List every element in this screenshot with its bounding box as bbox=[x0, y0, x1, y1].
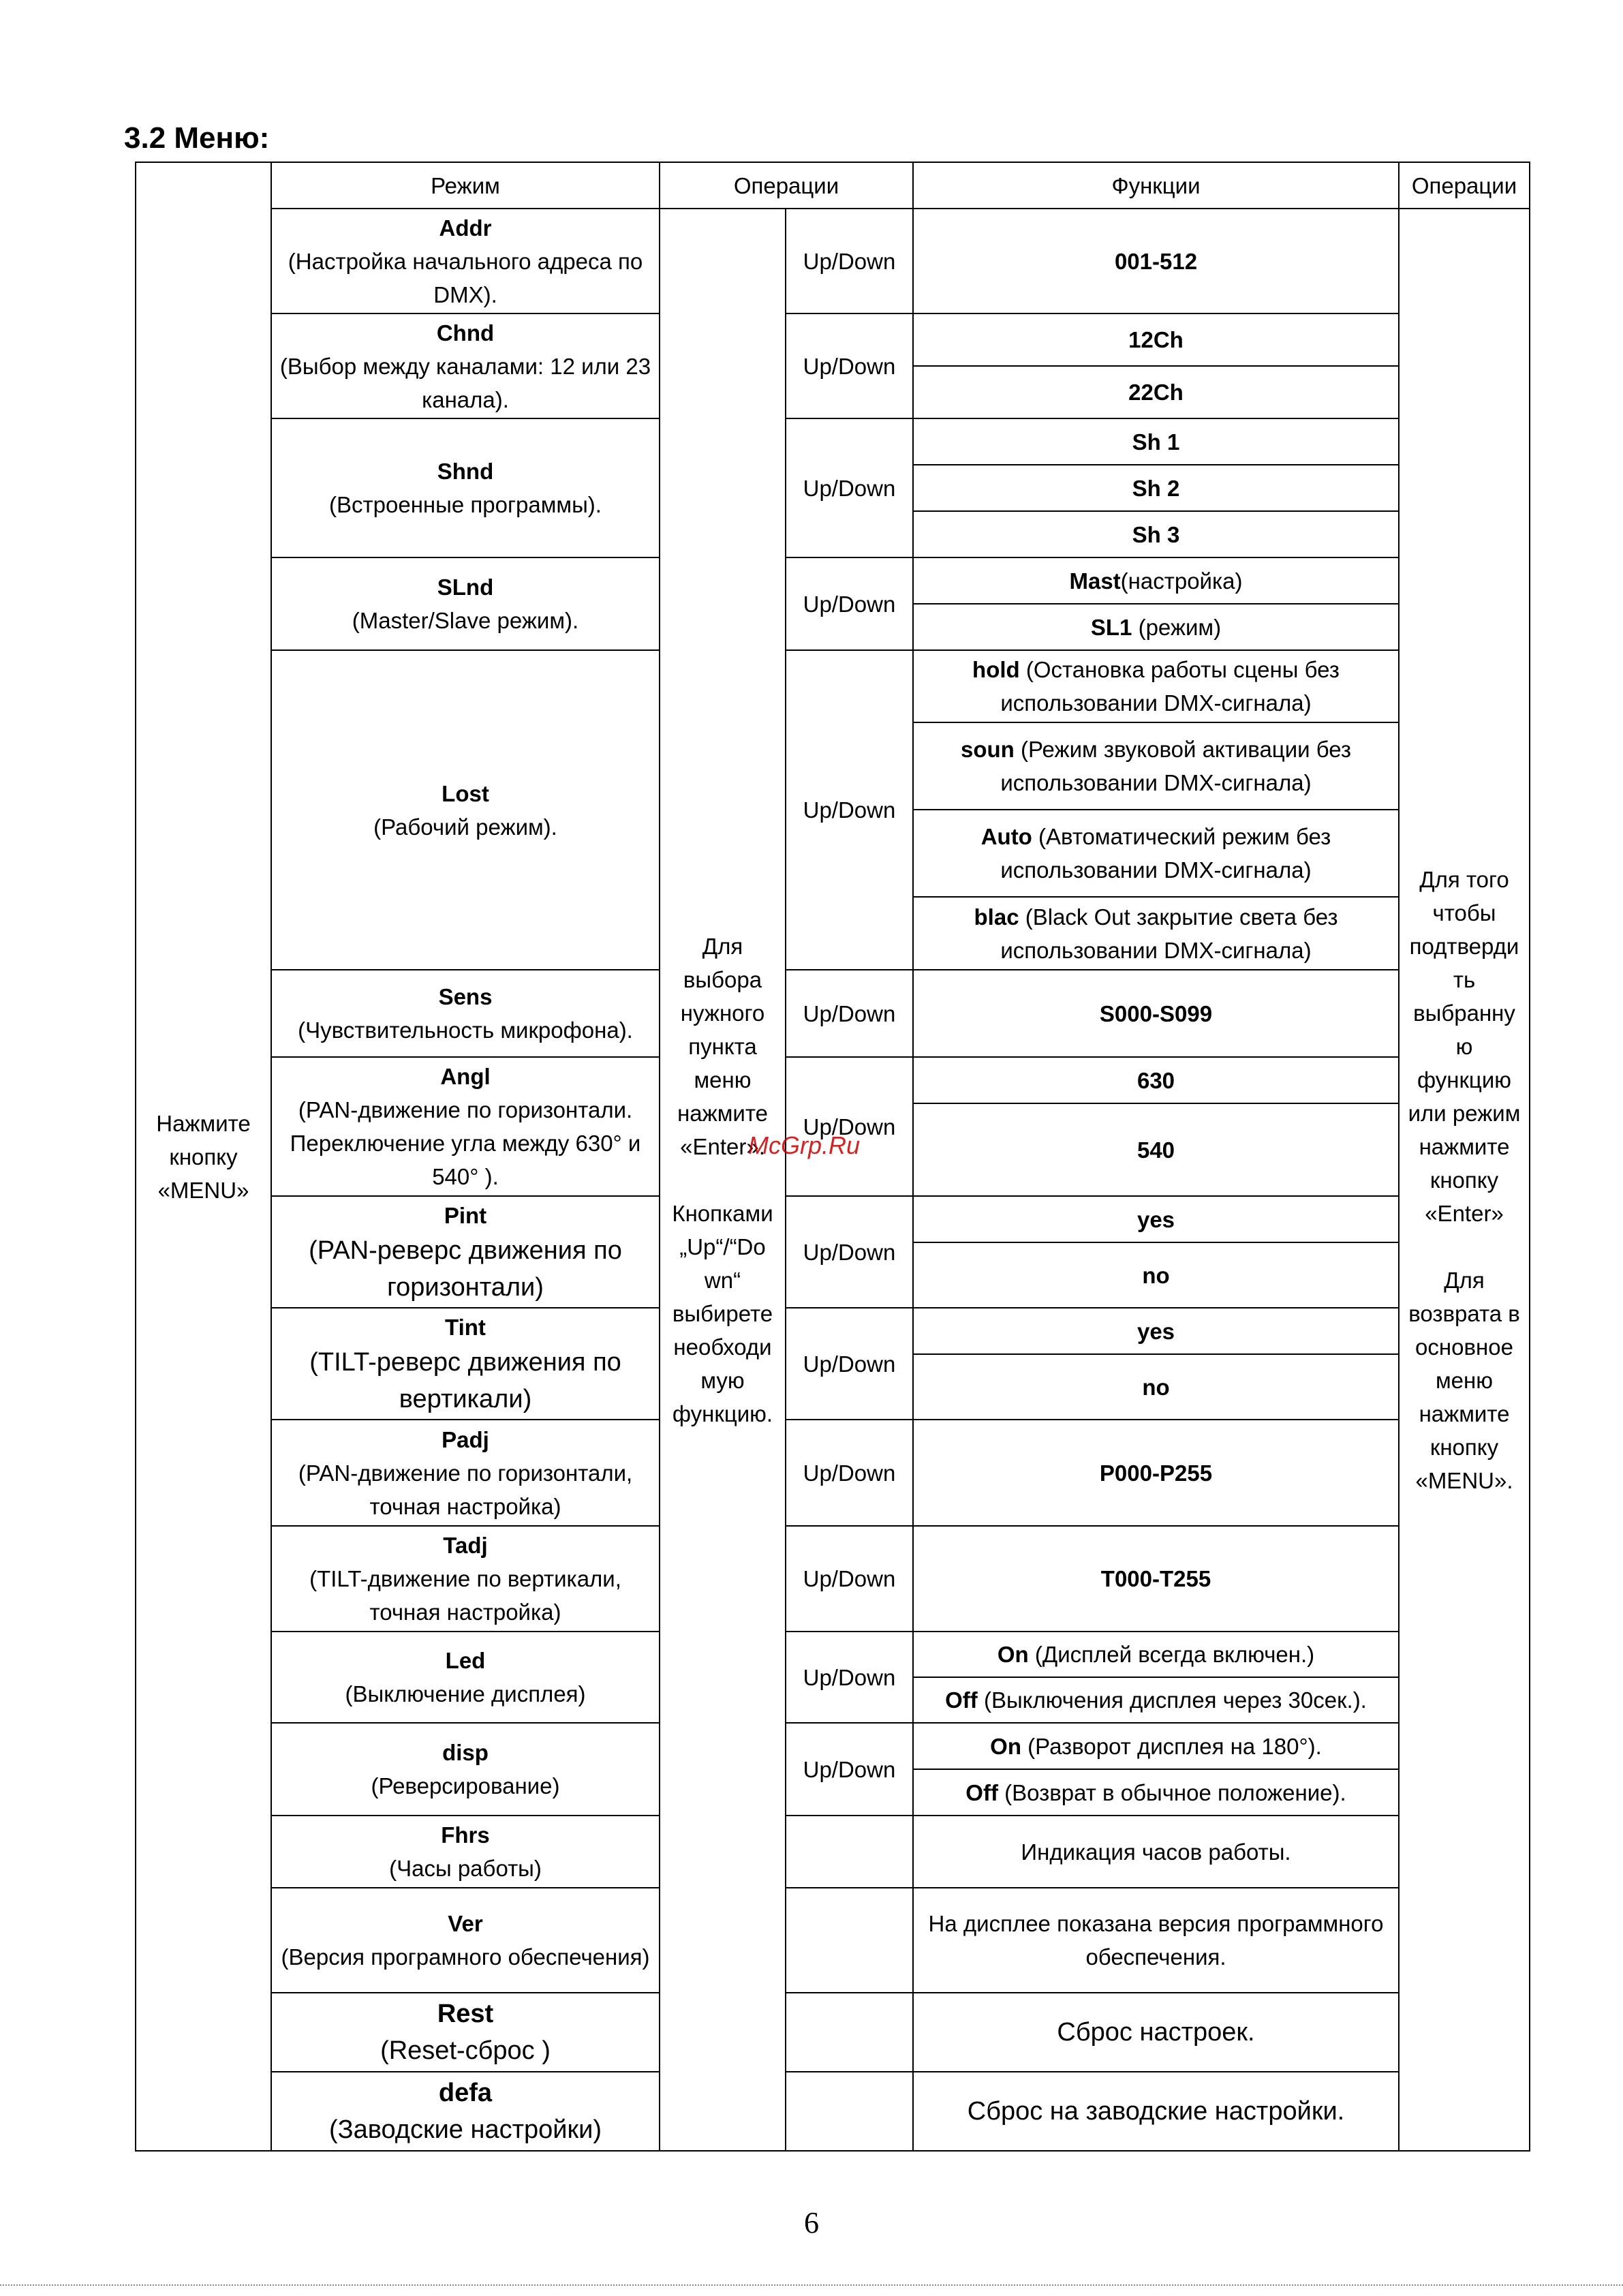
header-operations-2: Операции bbox=[1399, 162, 1530, 209]
function-cell bbox=[913, 970, 1399, 1057]
function-cell bbox=[913, 1103, 1399, 1196]
updown-cell: Up/Down bbox=[786, 1526, 913, 1632]
header-functions: Функции bbox=[913, 162, 1399, 209]
mode-code: Shnd bbox=[437, 459, 494, 484]
mode-desc: (Часы работы) bbox=[389, 1856, 542, 1881]
footer-divider bbox=[0, 2284, 1623, 2286]
mode-cell bbox=[271, 1888, 660, 1993]
table-row bbox=[136, 418, 1530, 465]
mode-code: disp bbox=[442, 1740, 489, 1765]
function-desc: (Возврат в обычное положение). bbox=[998, 1779, 1346, 1805]
mode-desc: (Выбор между каналами: 12 или 23 канала). bbox=[279, 353, 651, 412]
updown-cell: Up/Down bbox=[786, 209, 913, 313]
mode-code: Addr bbox=[439, 215, 492, 241]
function-value: 22Ch bbox=[1128, 380, 1184, 405]
function-cell bbox=[913, 511, 1399, 557]
function-desc: (Black Out закрытие света без использовании DMX-сигнала) bbox=[1000, 904, 1338, 963]
function-cell bbox=[913, 1632, 1399, 1677]
function-value: On bbox=[990, 1733, 1021, 1759]
updown-cell: Up/Down bbox=[786, 1723, 913, 1816]
function-cell bbox=[913, 366, 1399, 418]
function-value: yes bbox=[1137, 1318, 1175, 1344]
function-value: 12Ch bbox=[1128, 327, 1184, 352]
function-value: Mast bbox=[1069, 568, 1121, 594]
mode-cell bbox=[271, 313, 660, 418]
mode-cell bbox=[271, 1308, 660, 1420]
mode-code: Chnd bbox=[436, 320, 495, 346]
function-value: yes bbox=[1137, 1206, 1175, 1232]
function-desc: (Остановка работы сцены без использовании DMX-сигнала) bbox=[1000, 657, 1340, 716]
table-row bbox=[136, 209, 1530, 313]
mode-code: Ver bbox=[448, 1911, 483, 1936]
mode-desc: (Встроенные программы). bbox=[329, 492, 602, 517]
function-cell bbox=[913, 1769, 1399, 1816]
function-cell bbox=[913, 1526, 1399, 1632]
mode-desc: (Настройка начального адреса по DMX). bbox=[288, 248, 643, 307]
header-operations: Операции bbox=[660, 162, 913, 209]
mode-code: Lost bbox=[442, 780, 489, 806]
updown-cell: Up/Down bbox=[786, 313, 913, 418]
function-desc: Индикация часов работы. bbox=[1021, 1839, 1291, 1865]
updown-cell: Up/Down bbox=[786, 1632, 913, 1723]
function-value: soun bbox=[960, 737, 1015, 762]
updown-cell: Up/Down bbox=[786, 1308, 913, 1420]
mode-cell bbox=[271, 2072, 660, 2151]
operations-2-cell bbox=[1399, 209, 1530, 2151]
updown-cell-empty bbox=[786, 2072, 913, 2151]
function-desc: (Выключения дисплея через 30сек.). bbox=[977, 1687, 1367, 1713]
updown-cell: Up/Down bbox=[786, 418, 913, 557]
mode-desc: (Реверсирование) bbox=[371, 1773, 560, 1798]
function-value: Off bbox=[965, 1779, 998, 1805]
header-mode: Режим bbox=[271, 162, 660, 209]
mode-cell bbox=[271, 1196, 660, 1308]
operations-2-text: Для того чтобы подтверди ть выбранну ю функцию или режим нажмите кнопку «Enter» Для возврата в основное меню нажмите кнопку «MENU». bbox=[1408, 866, 1521, 1493]
updown-cell: Up/Down bbox=[786, 970, 913, 1057]
table-row bbox=[136, 1993, 1530, 2072]
mode-desc: (Master/Slave режим). bbox=[352, 608, 579, 633]
mode-cell bbox=[271, 1723, 660, 1816]
function-value: Sh 1 bbox=[1132, 429, 1180, 455]
function-value: Sh 3 bbox=[1132, 521, 1180, 547]
table-row bbox=[136, 1057, 1530, 1103]
mode-code: Angl bbox=[440, 1064, 491, 1089]
mode-cell bbox=[271, 1057, 660, 1196]
table-row bbox=[136, 1308, 1530, 1354]
operations-cell bbox=[660, 209, 786, 2151]
function-cell bbox=[913, 2072, 1399, 2151]
function-desc: (Режим звуковой активации без использовании DMX-сигнала) bbox=[1000, 737, 1352, 795]
table-row bbox=[136, 2072, 1530, 2151]
function-cell bbox=[913, 313, 1399, 366]
mode-cell bbox=[271, 1526, 660, 1632]
mode-code: defa bbox=[438, 2079, 493, 2107]
function-value: no bbox=[1142, 1262, 1170, 1288]
function-desc: (Разворот дисплея на 180°). bbox=[1021, 1733, 1322, 1759]
mode-desc: (Версия програмного обеспечения) bbox=[281, 1944, 650, 1970]
function-cell bbox=[913, 1242, 1399, 1308]
function-cell bbox=[913, 209, 1399, 313]
mode-desc: (Reset-сброс ) bbox=[380, 2036, 551, 2065]
function-value: Off bbox=[945, 1687, 978, 1713]
function-value: On bbox=[997, 1642, 1029, 1667]
table-row bbox=[136, 650, 1530, 722]
function-value: SL1 bbox=[1090, 614, 1132, 640]
header-blank bbox=[136, 162, 271, 2151]
mode-desc: (Выключение дисплея) bbox=[345, 1681, 586, 1706]
function-value: 540 bbox=[1137, 1137, 1175, 1163]
table-row bbox=[136, 1632, 1530, 1677]
function-cell bbox=[913, 1677, 1399, 1723]
function-value: hold bbox=[972, 657, 1020, 682]
mode-code: Fhrs bbox=[441, 1822, 490, 1848]
mode-cell bbox=[271, 1993, 660, 2072]
table-row bbox=[136, 313, 1530, 366]
updown-cell: Up/Down bbox=[786, 1420, 913, 1526]
section-heading: 3.2 Меню: bbox=[124, 121, 270, 155]
table-row bbox=[136, 1196, 1530, 1242]
header-row bbox=[136, 162, 1530, 209]
function-cell bbox=[913, 1057, 1399, 1103]
mode-code: Led bbox=[445, 1648, 486, 1673]
function-cell bbox=[913, 557, 1399, 604]
function-value: no bbox=[1142, 1374, 1170, 1400]
updown-cell: Up/Down bbox=[786, 1196, 913, 1308]
table-row bbox=[136, 1420, 1530, 1526]
function-cell bbox=[913, 465, 1399, 511]
operations-text: Для выбора нужного пункта меню нажмите «Enter». Кнопками „Up“/“Do wn“ выбирете необходи мую функцию. bbox=[672, 933, 773, 1426]
mode-desc: (Чувствительность микрофона). bbox=[298, 1017, 633, 1043]
updown-cell-empty bbox=[786, 1888, 913, 1993]
function-value: 001-512 bbox=[1114, 248, 1198, 274]
function-desc: Сброс на заводские настройки. bbox=[967, 2097, 1345, 2126]
function-value: blac bbox=[974, 904, 1019, 930]
function-cell bbox=[913, 722, 1399, 810]
table-row bbox=[136, 1723, 1530, 1769]
mode-code: Padj bbox=[442, 1426, 489, 1452]
function-value: Auto bbox=[980, 824, 1032, 849]
updown-cell: Up/Down bbox=[786, 650, 913, 970]
mode-cell bbox=[271, 650, 660, 970]
function-cell bbox=[913, 1816, 1399, 1888]
function-cell bbox=[913, 1888, 1399, 1993]
updown-cell-empty bbox=[786, 1993, 913, 2072]
function-desc: (Автоматический режим без использовании DMX-сигнала) bbox=[1000, 824, 1331, 883]
page-number: 6 bbox=[804, 2206, 819, 2239]
function-cell bbox=[913, 1723, 1399, 1769]
function-desc: (настройка) bbox=[1120, 568, 1243, 594]
function-cell bbox=[913, 1420, 1399, 1526]
function-value: Sh 2 bbox=[1132, 475, 1180, 501]
mode-desc: (PAN-движение по горизонтали, точная настройка) bbox=[298, 1460, 633, 1519]
mode-cell bbox=[271, 418, 660, 557]
function-value: T000-T255 bbox=[1100, 1566, 1211, 1591]
mode-code: Rest bbox=[437, 2000, 494, 2028]
function-cell bbox=[913, 897, 1399, 970]
mode-code: Tadj bbox=[443, 1533, 488, 1558]
mode-desc: (PAN-движение по горизонтали. Переключение угла между 630° и 540° ). bbox=[290, 1097, 641, 1189]
updown-cell-empty bbox=[786, 1816, 913, 1888]
press-menu-text: Нажмите кнопку «MENU» bbox=[156, 1110, 251, 1203]
table-row bbox=[136, 970, 1530, 1057]
function-cell bbox=[913, 1354, 1399, 1420]
function-desc: Сброс настроек. bbox=[1057, 2018, 1255, 2047]
mode-code: Sens bbox=[438, 984, 493, 1009]
updown-cell: Up/Down bbox=[786, 1057, 913, 1196]
mode-cell bbox=[271, 209, 660, 313]
mode-code: Pint bbox=[444, 1202, 487, 1228]
function-desc: На дисплее показана версия программного обеспечения. bbox=[928, 1911, 1384, 1970]
table-row bbox=[136, 1816, 1530, 1888]
mode-cell bbox=[271, 1420, 660, 1526]
mode-desc: (PAN-реверс движения по горизонтали) bbox=[309, 1236, 622, 1302]
function-value: 630 bbox=[1137, 1067, 1175, 1093]
table-row bbox=[136, 1888, 1530, 1993]
function-cell bbox=[913, 650, 1399, 722]
mode-cell bbox=[271, 1816, 660, 1888]
updown-cell: Up/Down bbox=[786, 557, 913, 650]
mode-cell bbox=[271, 1632, 660, 1723]
function-desc: (режим) bbox=[1132, 614, 1222, 640]
function-cell bbox=[913, 604, 1399, 650]
mode-cell bbox=[271, 557, 660, 650]
function-cell bbox=[913, 418, 1399, 465]
function-cell bbox=[913, 1196, 1399, 1242]
function-value: P000-P255 bbox=[1099, 1460, 1213, 1486]
table-row bbox=[136, 557, 1530, 604]
table-row bbox=[136, 1526, 1530, 1632]
mode-desc: (Рабочий режим). bbox=[373, 814, 557, 840]
function-desc: (Дисплей всегда включен.) bbox=[1028, 1642, 1315, 1667]
mode-code: SLnd bbox=[437, 575, 494, 600]
function-cell bbox=[913, 1308, 1399, 1354]
mode-desc: (TILT-движение по вертикали, точная настройка) bbox=[309, 1566, 621, 1625]
watermark-text: McGrp.Ru bbox=[748, 1131, 861, 1159]
mode-code: Tint bbox=[445, 1314, 486, 1340]
mode-cell bbox=[271, 970, 660, 1057]
function-cell bbox=[913, 1993, 1399, 2072]
mode-desc: (Заводские настройки) bbox=[328, 2115, 602, 2144]
function-cell bbox=[913, 810, 1399, 897]
function-value: S000-S099 bbox=[1099, 1000, 1213, 1026]
mode-desc: (TILT-реверс движения по вертикали) bbox=[309, 1347, 621, 1413]
